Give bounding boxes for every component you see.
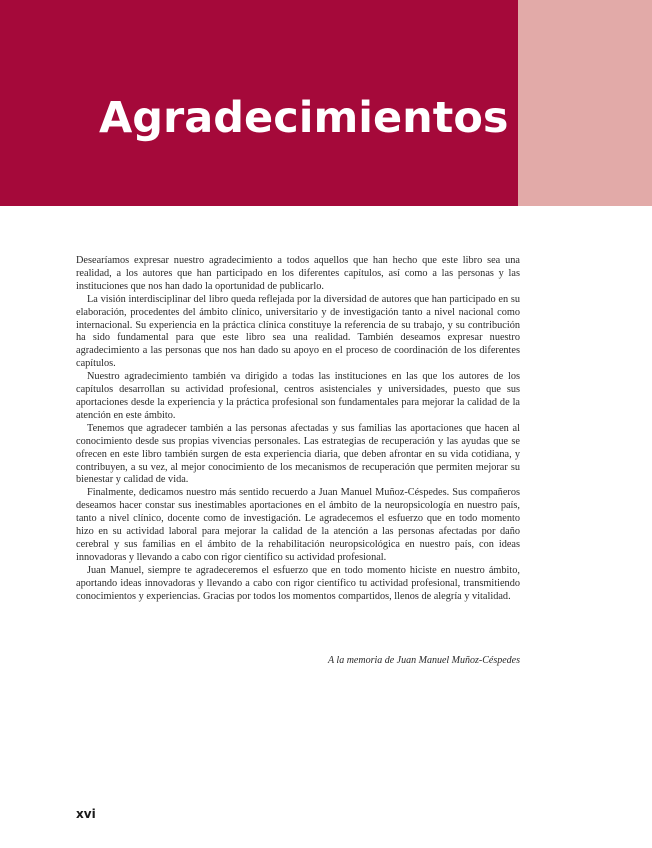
page-number: xvi [76, 807, 96, 821]
paragraph-5: Finalmente, dedicamos nuestro más sentido recuerdo a Juan Manuel Muñoz-Céspedes. Sus compañeros deseamos hacer constar sus inestimables aportaciones en el ámbito de la neuropsicología en nuestro país, tanto a nivel clínico, docente como de investigación. Le agradecemos el esfuerzo que en todo momento hizo en su actividad laboral para mejorar la calidad de la atención a las personas afectadas por daño cerebral y sus familias en el ámbito de la rehabilitación neuropsicológica en nuestro país, con ideas innovadoras y llevando a cabo con rigor científico su actividad profesional. [76, 487, 520, 563]
paragraph-1: Desearíamos expresar nuestro agradecimiento a todos aquellos que han hecho que este libro sea una realidad, a los autores que han participado en los diferentes capítulos, así como a las personas y las instituciones que nos han dado la oportunidad de publicarlo. [76, 255, 520, 292]
paragraph-2: La visión interdisciplinar del libro queda reflejada por la diversidad de autores que han participado en su elaboración, procedentes del ámbito clínico, universitario y de investigación tanto a nivel nacional como internacional. Su experiencia en la práctica clínica constituye la referencia de su trabajo, y su contribución ha sido fundamental para que este libro sea una realidad. También deseamos expresar nuestro agradecimiento a las personas que nos han dado su apoyo en el proceso de coordinación de los diferentes capítulos. [76, 293, 520, 370]
body-text [76, 255, 520, 603]
dedication: A la memoria de Juan Manuel Muñoz-Céspedes [327, 655, 520, 666]
header-band [0, 0, 518, 206]
paragraph-3: Nuestro agradecimiento también va dirigido a todas las instituciones en las que los autores de los capítulos desarrollan su actividad profesional, centros asistenciales y universidades, puesto que sus aportaciones desde la experiencia y la práctica profesional son fundamentales para mejorar la calidad de la atención en este ámbito. [76, 371, 520, 421]
paragraph-4: Tenemos que agradecer también a las personas afectadas y sus familias las aportaciones que hacen al conocimiento desde sus propias vivencias personales. Las estrategias de recuperación y las ayudas que se ofrecen en este libro también surgen de esta experiencia diaria, que deben afrontar en su vida cotidiana, y contribuyen, a su vez, al mejor conocimiento de los mecanismos de recuperación que permiten mejorar su bienestar y calidad de vida. [76, 422, 520, 486]
header-accent-block [518, 0, 652, 206]
paragraph-6: Juan Manuel, siempre te agradeceremos el esfuerzo que en todo momento hiciste en nuestro ámbito, aportando ideas innovadoras y llevando a cabo con rigor científico tu actividad profesional, transmitiendo conocimientos y experiencias. Gracias por todos los momentos compartidos, llenos de alegría y vitalidad. [76, 564, 520, 602]
page-title: Agradecimientos [99, 93, 509, 143]
